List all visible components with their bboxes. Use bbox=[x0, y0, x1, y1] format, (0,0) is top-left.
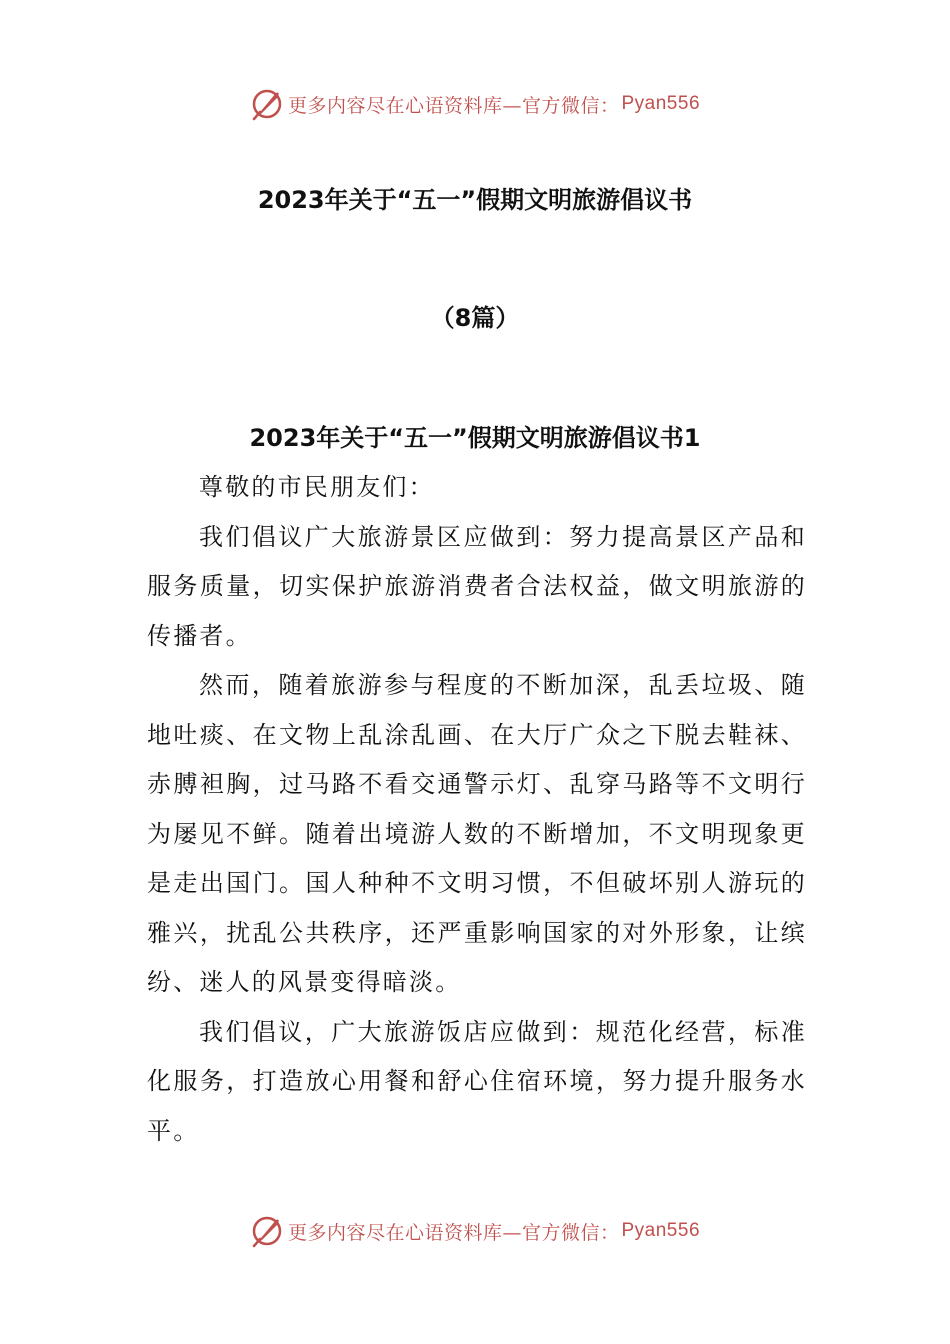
header-watermark bbox=[0, 84, 950, 124]
footer-watermark bbox=[0, 1211, 950, 1251]
paragraph: 我们倡议，广大旅游饭店应做到：规范化经营，标准化服务，打造放心用餐和舒心住宿环境，努力提升服务水平。 bbox=[147, 1017, 807, 1145]
watermark-contact: Pyan556 bbox=[621, 93, 701, 114]
section-title: 2023年关于“五一”假期文明旅游倡议书1 bbox=[249, 424, 701, 452]
salutation: 尊敬的市民朋友们： bbox=[199, 473, 435, 501]
watermark-text: 更多内容尽在心语资料库—官方微信： bbox=[287, 94, 620, 117]
quill-logo-icon bbox=[250, 87, 284, 121]
document-title: 2023年关于“五一”假期文明旅游倡议书 bbox=[257, 186, 693, 214]
quill-logo-icon bbox=[250, 1214, 284, 1248]
watermark-text: 更多内容尽在心语资料库—官方微信： bbox=[287, 1221, 620, 1244]
paragraph: 然而，随着旅游参与程度的不断加深，乱丢垃圾、随地吐痰、在文物上乱涂乱画、在大厅广众之下脱去鞋袜、赤膊袒胸，过马路不看交通警示灯、乱穿马路等不文明行为屡见不鲜。随着出境游人数的不断增加，不文明现象更是走出国门。国人种种不文明习惯，不但破坏别人游玩的雅兴，扰乱公共秩序，还严重影响国家的对外形象，让缤纷、迷人的风景变得暗淡。 bbox=[147, 671, 807, 996]
watermark-contact: Pyan556 bbox=[621, 1220, 701, 1241]
article-count: （8篇） bbox=[430, 304, 520, 332]
document-body bbox=[147, 463, 807, 1156]
paragraph: 我们倡议广大旅游景区应做到：努力提高景区产品和服务质量，切实保护旅游消费者合法权益，做文明旅游的传播者。 bbox=[147, 522, 807, 650]
